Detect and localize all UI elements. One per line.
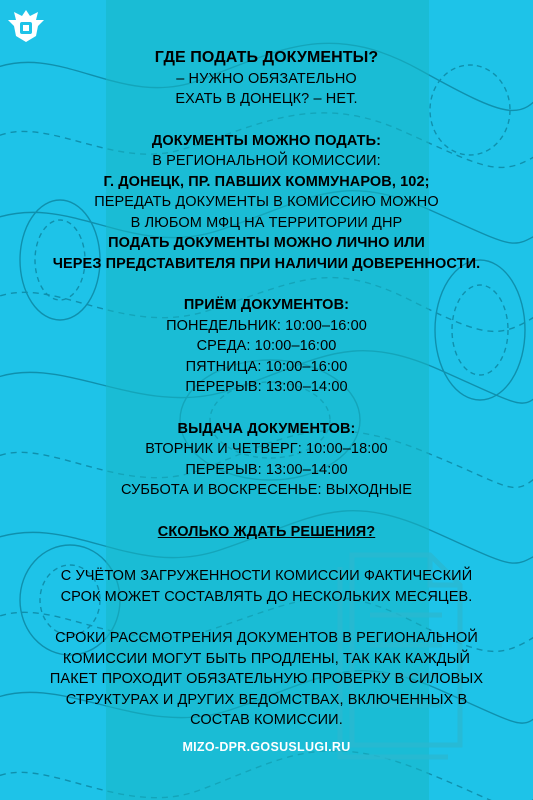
wait-paragraph-2-line-1: СРОКИ РАССМОТРЕНИЯ ДОКУМЕНТОВ В РЕГИОНАЛЬНОЙ	[55, 630, 478, 646]
issue-weekend: СУББОТА И ВОСКРЕСЕНЬЕ: ВЫХОДНЫЕ	[120, 482, 413, 498]
reception-title: ПРИЁМ ДОКУМЕНТОВ:	[183, 297, 350, 313]
submit-line-1: В РЕГИОНАЛЬНОЙ КОМИССИИ:	[152, 153, 381, 169]
where-line-2: ЕХАТЬ В ДОНЕЦК? – НЕТ.	[175, 91, 358, 107]
submit-line-4: В ЛЮБОМ МФЦ НА ТЕРРИТОРИИ ДНР	[130, 214, 403, 231]
wait-paragraph-2-line-3: ПАКЕТ ПРОХОДИТ ОБЯЗАТЕЛЬНУЮ ПРОВЕРКУ В СИЛОВЫХ	[49, 671, 484, 687]
submit-line-3: ПЕРЕДАТЬ ДОКУМЕНТЫ В КОМИССИЮ МОЖНО	[94, 194, 439, 210]
wait-paragraph-2-line-4: СТРУКТУРАХ И ДРУГИХ ВЕДОМСТВАХ, ВКЛЮЧЕННЫХ В	[65, 691, 468, 708]
wait-title: СКОЛЬКО ЖДАТЬ РЕШЕНИЯ?	[157, 523, 376, 540]
where-title: ГДЕ ПОДАТЬ ДОКУМЕНТЫ?	[154, 49, 379, 66]
info-content	[0, 48, 533, 731]
issue-title: ВЫДАЧА ДОКУМЕНТОВ:	[177, 420, 356, 437]
wait-paragraph-2-line-5: СОСТАВ КОМИССИИ.	[190, 712, 343, 728]
submit-line-5: ПОДАТЬ ДОКУМЕНТЫ МОЖНО ЛИЧНО ИЛИ	[108, 235, 425, 251]
eagle-emblem-icon	[6, 6, 46, 46]
submit-title: ДОКУМЕНТЫ МОЖНО ПОДАТЬ:	[151, 132, 382, 149]
reception-break: ПЕРЕРЫВ: 13:00–14:00	[185, 379, 348, 395]
submit-address: Г. ДОНЕЦК, ПР. ПАВШИХ КОММУНАРОВ, 102;	[103, 173, 430, 190]
wait-paragraph-2-line-2: КОМИССИИ МОГУТ БЫТЬ ПРОДЛЕНЫ, ТАК КАК КАЖДЫЙ	[62, 650, 471, 667]
wait-paragraph-1-line-2: СРОК МОЖЕТ СОСТАВЛЯТЬ ДО НЕСКОЛЬКИХ МЕСЯЦЕВ.	[60, 588, 473, 605]
reception-wednesday: СРЕДА: 10:00–16:00	[196, 338, 337, 354]
website-link[interactable]: MIZO-DPR.GOSUSLUGI.RU	[182, 740, 351, 754]
submit-line-6: ЧЕРЕЗ ПРЕДСТАВИТЕЛЯ ПРИ НАЛИЧИИ ДОВЕРЕННОСТИ.	[52, 255, 481, 272]
issue-days: ВТОРНИК И ЧЕТВЕРГ: 10:00–18:00	[145, 441, 388, 457]
reception-friday: ПЯТНИЦА: 10:00–16:00	[185, 358, 348, 375]
issue-break: ПЕРЕРЫВ: 13:00–14:00	[185, 461, 348, 478]
where-line-1: – НУЖНО ОБЯЗАТЕЛЬНО	[176, 70, 357, 87]
wait-paragraph-1-line-1: С УЧЁТОМ ЗАГРУЖЕННОСТИ КОМИССИИ ФАКТИЧЕСКИЙ	[60, 568, 473, 584]
reception-monday: ПОНЕДЕЛЬНИК: 10:00–16:00	[166, 317, 367, 334]
